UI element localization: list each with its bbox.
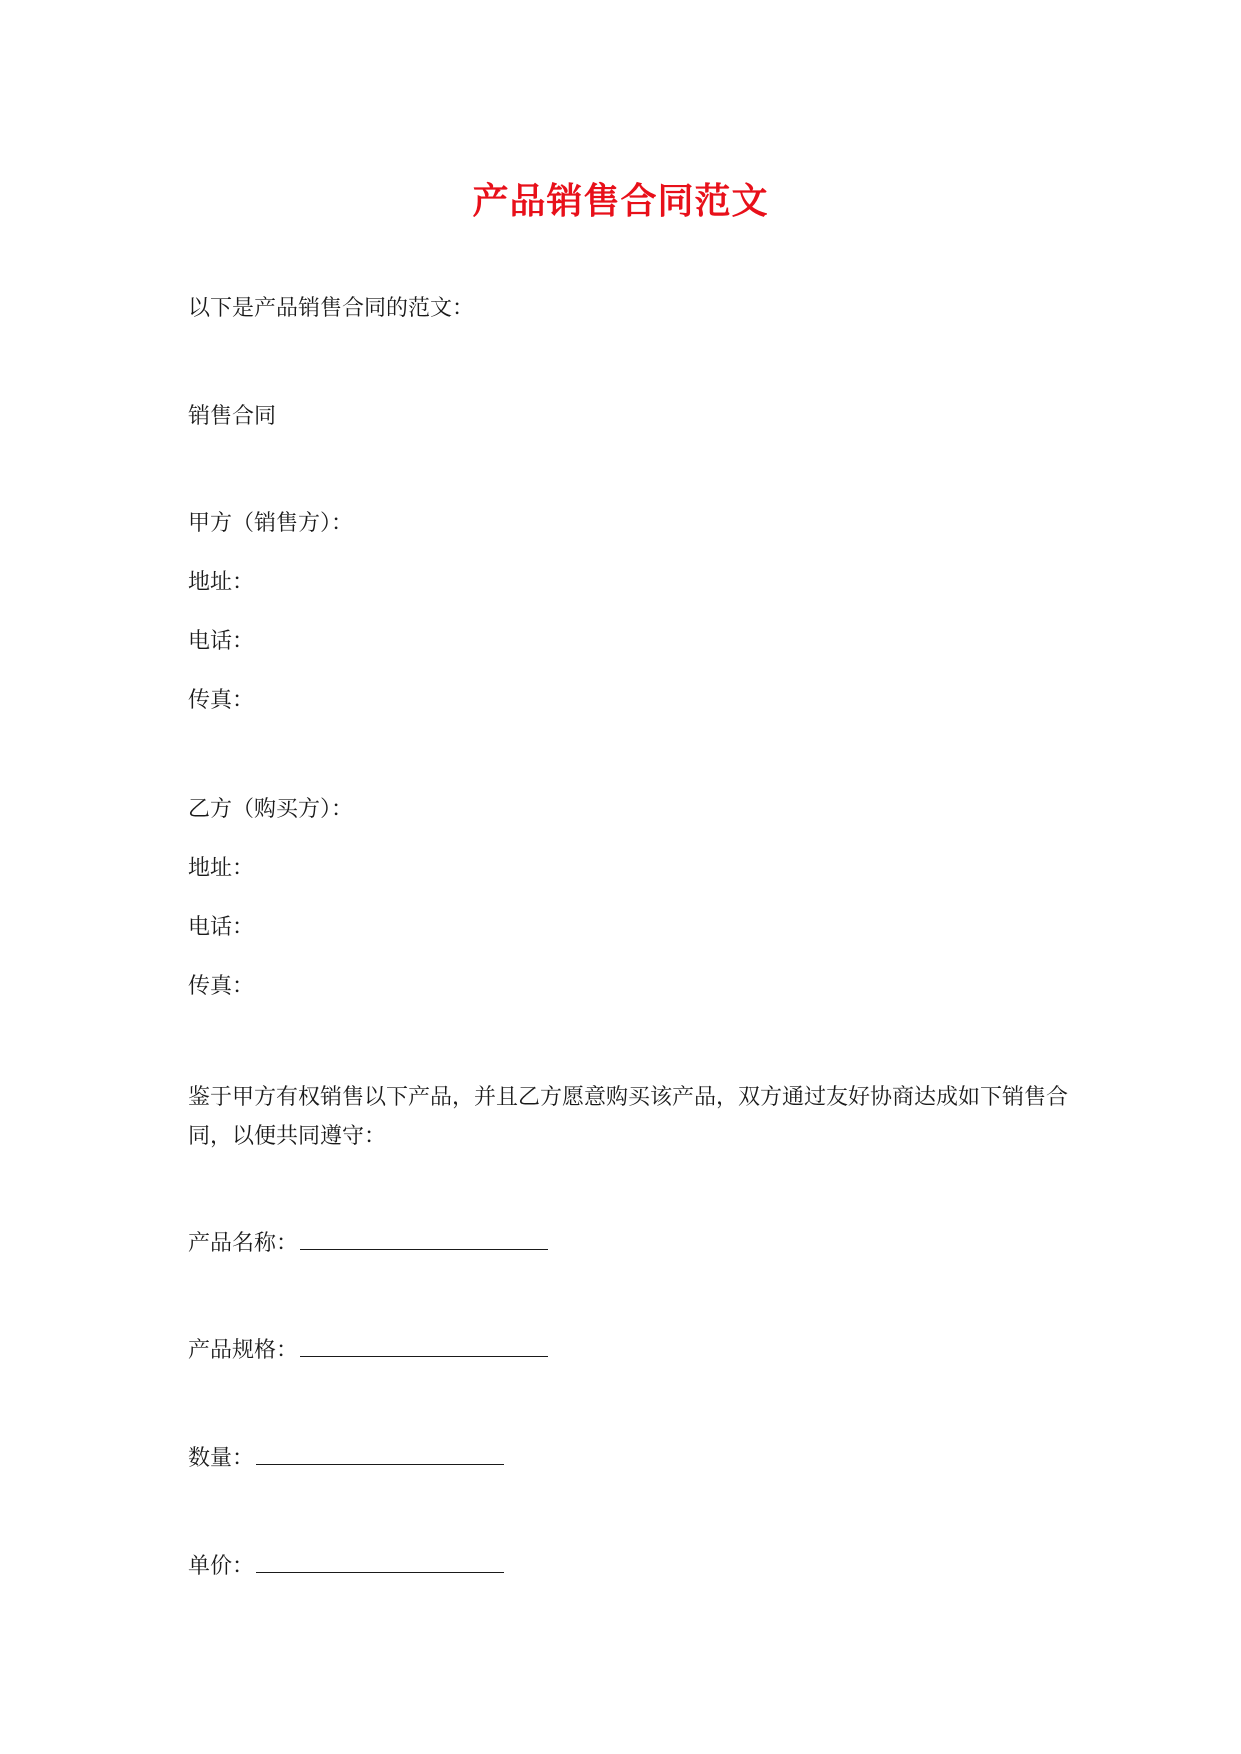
party-b-phone: 电话：: [188, 915, 255, 940]
party-b-address: 地址：: [188, 856, 255, 881]
product-spec-blank: [300, 1334, 548, 1357]
product-name-label: 产品名称：: [188, 1231, 299, 1256]
unit-price-field: [188, 1550, 504, 1582]
product-name-blank: [300, 1227, 548, 1250]
quantity-blank: [256, 1442, 504, 1465]
product-spec-field: [188, 1334, 548, 1366]
intro-text: 以下是产品销售合同的范文：: [188, 296, 475, 321]
party-a-label: 甲方（销售方）：: [188, 511, 354, 536]
party-a-phone: 电话：: [188, 629, 255, 654]
quantity-field: [188, 1442, 504, 1474]
party-b-label: 乙方（购买方）：: [188, 797, 354, 822]
contract-heading: 销售合同: [188, 404, 277, 429]
product-spec-label: 产品规格：: [188, 1338, 299, 1363]
product-name-field: [188, 1227, 548, 1259]
party-a-address: 地址：: [188, 570, 255, 595]
quantity-label: 数量：: [188, 1446, 255, 1471]
party-b-fax: 传真：: [188, 974, 255, 999]
unit-price-label: 单价：: [188, 1554, 255, 1579]
document-title: 产品销售合同范文: [472, 181, 769, 222]
unit-price-blank: [256, 1550, 504, 1573]
party-a-fax: 传真：: [188, 688, 255, 713]
preamble-paragraph: 鉴于甲方有权销售以下产品，并且乙方愿意购买该产品，双方通过友好协商达成如下销售合同，以便共同遵守：: [188, 1085, 1069, 1149]
